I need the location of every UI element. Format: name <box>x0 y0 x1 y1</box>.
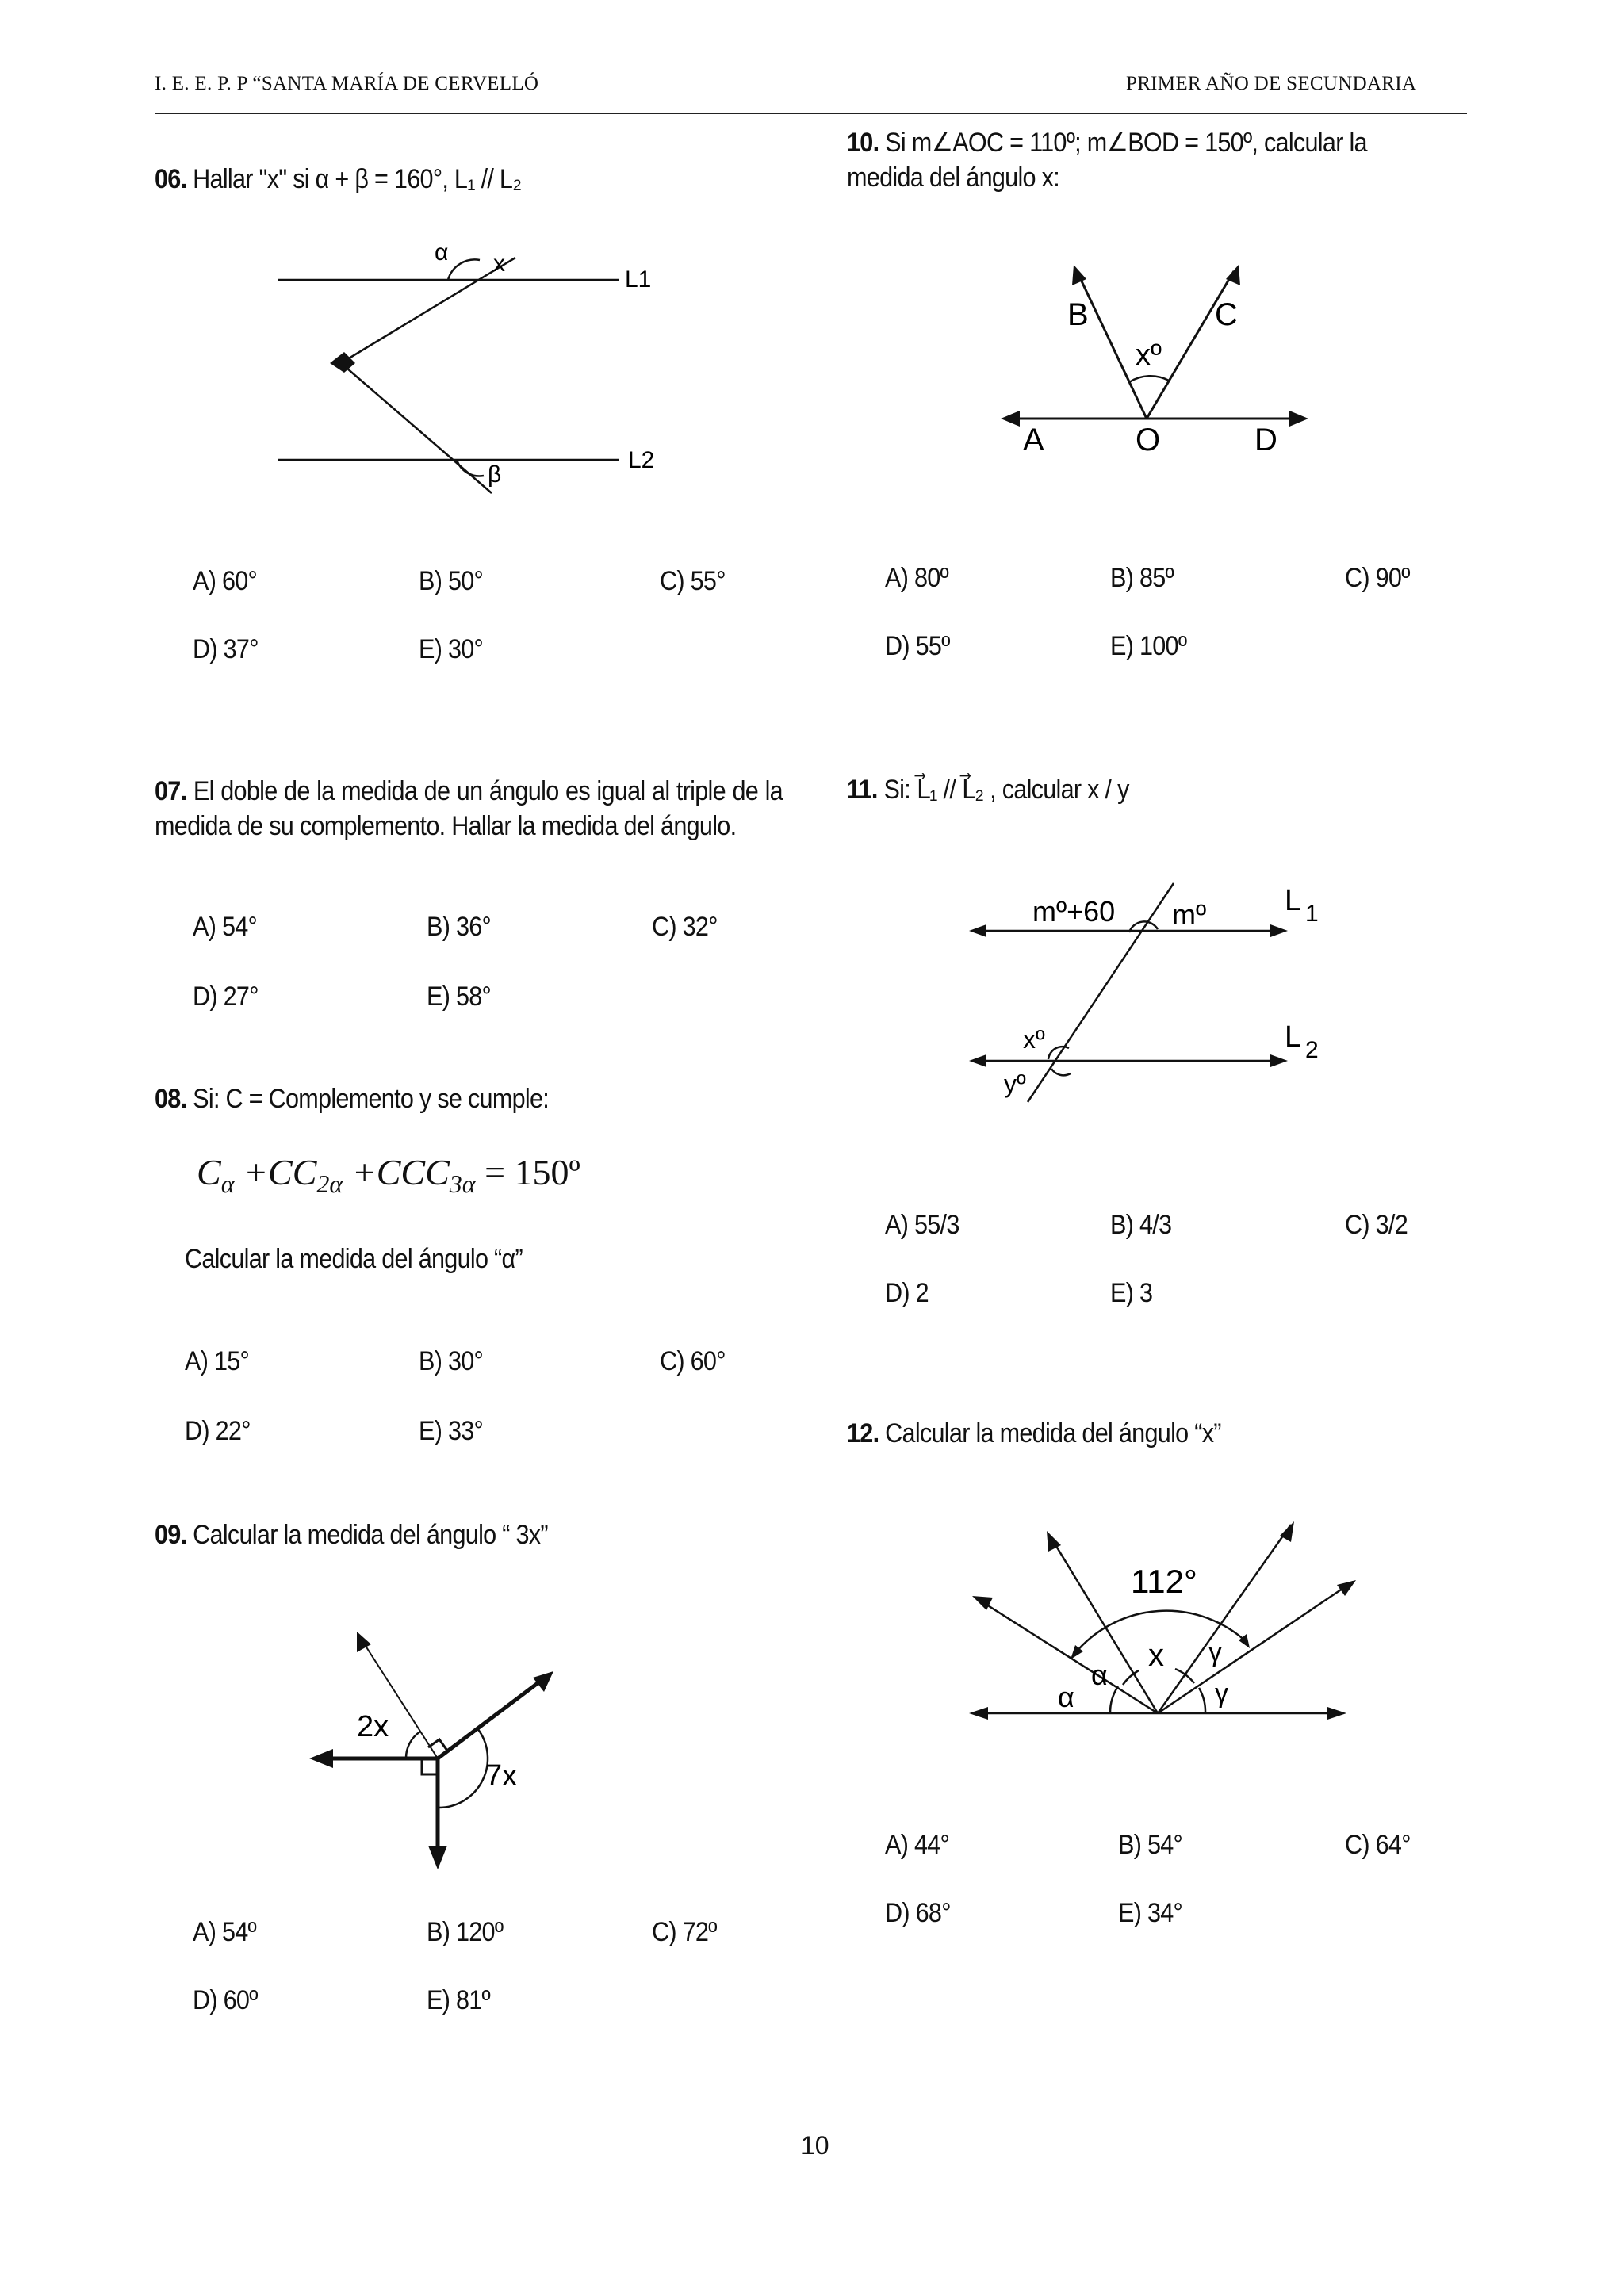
q08-option-d[interactable]: D) 22° <box>185 1416 251 1446</box>
q07-text: El doble de la medida de un ángulo es igual al triple de la medida de su complemento. Hallar la medida del ángulo. <box>155 776 783 841</box>
q11-option-e[interactable]: E) 3 <box>1110 1278 1153 1308</box>
q10-statement <box>847 125 1418 195</box>
q11-label-y: yº <box>1004 1070 1026 1098</box>
q11-text: Si: L⃗₁ // L⃗₂ , calcular x / y <box>883 775 1129 805</box>
q12-label-gamma-lower: γ <box>1215 1678 1228 1709</box>
q11-label-l1: L <box>1285 884 1302 917</box>
q10-figure <box>991 254 1324 468</box>
q11-figure <box>959 872 1340 1118</box>
q09-statement <box>155 1517 548 1552</box>
q08-option-a[interactable]: A) 15° <box>185 1346 250 1376</box>
q10-label-o: O <box>1136 423 1161 457</box>
q12-option-c[interactable]: C) 64° <box>1345 1830 1411 1860</box>
q11-number: 11. <box>847 775 878 805</box>
q10-option-d[interactable]: D) 55º <box>885 631 950 661</box>
q11-label-m: mº <box>1172 898 1207 931</box>
q08-option-e[interactable]: E) 33° <box>419 1416 484 1446</box>
q12-label-112: 112° <box>1131 1563 1197 1600</box>
q10-text: Si m∠AOC = 110º; m∠BOD = 150º, calcular la medida del ángulo x: <box>847 128 1367 193</box>
q06-beta-arc <box>457 460 484 476</box>
q06-upper-ray <box>341 258 515 363</box>
q10-label-c: C <box>1215 297 1238 332</box>
q08-option-b[interactable]: B) 30° <box>419 1346 484 1376</box>
q06-number: 06. <box>155 164 187 194</box>
q12-text: Calcular la medida del ángulo “x” <box>885 1418 1221 1448</box>
q06-l1-label: L1 <box>625 266 652 293</box>
q09-option-d[interactable]: D) 60º <box>193 1985 258 2015</box>
q09-number: 09. <box>155 1520 187 1550</box>
q07-option-b[interactable]: B) 36° <box>427 912 492 942</box>
q11-option-c[interactable]: C) 3/2 <box>1345 1210 1408 1240</box>
q09-option-a[interactable]: A) 54º <box>193 1917 257 1947</box>
q12-label-gamma-upper: γ <box>1208 1637 1222 1667</box>
q09-option-e[interactable]: E) 81º <box>427 1985 491 2015</box>
q09-2x-label: 2x <box>357 1710 389 1743</box>
q11-option-d[interactable]: D) 2 <box>885 1278 929 1308</box>
q10-option-c[interactable]: C) 90º <box>1345 563 1410 593</box>
q06-beta-label: β <box>488 461 502 488</box>
q09-text: Calcular la medida del ángulo “ 3x” <box>193 1520 548 1550</box>
q06-text: Hallar "x" si α + β = 160°, L₁ // L₂ <box>193 164 522 194</box>
q07-statement <box>155 774 783 844</box>
q09-right-angle-mark <box>422 1758 438 1774</box>
q06-x-label: x <box>493 251 505 277</box>
q09-7x-label: 7x <box>485 1759 518 1793</box>
q10-option-e[interactable]: E) 100º <box>1110 631 1187 661</box>
q06-figure <box>262 238 674 515</box>
q10-x-arc <box>1129 376 1169 382</box>
q12-option-b[interactable]: B) 54° <box>1118 1830 1183 1860</box>
q10-label-a: A <box>1023 423 1044 457</box>
q09-ray-upright <box>438 1676 547 1758</box>
q11-arc-y <box>1051 1069 1071 1075</box>
q06-statement <box>155 162 521 197</box>
q08-formula: $C_\alpha +CC_{2\alpha} +CCC_{3\alpha}$ = 150º <box>197 1152 580 1199</box>
q12-option-a[interactable]: A) 44° <box>885 1830 950 1860</box>
q12-label-x: x <box>1148 1638 1164 1673</box>
q09-option-b[interactable]: B) 120º <box>427 1917 504 1947</box>
q10-option-b[interactable]: B) 85º <box>1110 563 1174 593</box>
q08-question: Calcular la medida del ángulo “α” <box>185 1244 523 1274</box>
q06-option-a[interactable]: A) 60° <box>193 566 258 596</box>
q11-label-l2-sub: 2 <box>1305 1037 1319 1063</box>
q12-option-e[interactable]: E) 34° <box>1118 1898 1183 1928</box>
q10-label-x: xº <box>1136 339 1162 372</box>
q06-option-b[interactable]: B) 50° <box>419 566 484 596</box>
q10-label-d: D <box>1254 423 1277 457</box>
q09-option-c[interactable]: C) 72º <box>652 1917 717 1947</box>
q11-label-x: xº <box>1023 1025 1045 1054</box>
q08-number: 08. <box>155 1084 187 1114</box>
q06-alpha-arc <box>448 259 480 280</box>
q07-option-e[interactable]: E) 58° <box>427 982 492 1012</box>
header-rule <box>155 113 1467 114</box>
q06-option-c[interactable]: C) 55° <box>660 566 726 596</box>
q11-label-m60: mº+60 <box>1032 895 1116 928</box>
header-school: I. E. E. P. P “SANTA MARÍA DE CERVELLÓ <box>155 73 539 94</box>
q11-label-l2: L <box>1285 1020 1302 1054</box>
q12-label-alpha-lower: α <box>1058 1681 1074 1713</box>
q06-alpha-label: α <box>435 239 449 266</box>
q11-statement <box>847 772 1129 807</box>
q12-ray-4 <box>1158 1582 1353 1713</box>
q06-option-d[interactable]: D) 37° <box>193 634 259 664</box>
q11-option-b[interactable]: B) 4/3 <box>1110 1210 1172 1240</box>
q07-option-c[interactable]: C) 32° <box>652 912 718 942</box>
q09-2x-arc <box>406 1732 420 1758</box>
q07-number: 07. <box>155 776 187 806</box>
q10-number: 10. <box>847 128 879 158</box>
q12-statement <box>847 1416 1221 1451</box>
q09-figure <box>301 1617 571 1879</box>
q12-label-alpha-upper: α <box>1091 1659 1108 1691</box>
q06-l2-label: L2 <box>628 447 655 473</box>
q12-figure <box>959 1518 1356 1732</box>
q11-option-a[interactable]: A) 55/3 <box>885 1210 959 1240</box>
q08-text: Si: C = Complemento y se cumple: <box>193 1084 550 1114</box>
q06-option-e[interactable]: E) 30° <box>419 634 484 664</box>
q08-statement <box>155 1081 549 1116</box>
q10-label-b: B <box>1067 297 1089 332</box>
q07-option-d[interactable]: D) 27° <box>193 982 259 1012</box>
q08-option-c[interactable]: C) 60° <box>660 1346 726 1376</box>
q11-label-l1-sub: 1 <box>1305 901 1319 927</box>
q12-number: 12. <box>847 1418 879 1448</box>
q10-option-a[interactable]: A) 80º <box>885 563 949 593</box>
header-grade: PRIMER AÑO DE SECUNDARIA <box>1126 73 1417 94</box>
page-number: 10 <box>801 2131 829 2160</box>
q07-option-a[interactable]: A) 54° <box>193 912 258 942</box>
q06-right-angle-mark <box>330 352 355 373</box>
q12-option-d[interactable]: D) 68° <box>885 1898 951 1928</box>
